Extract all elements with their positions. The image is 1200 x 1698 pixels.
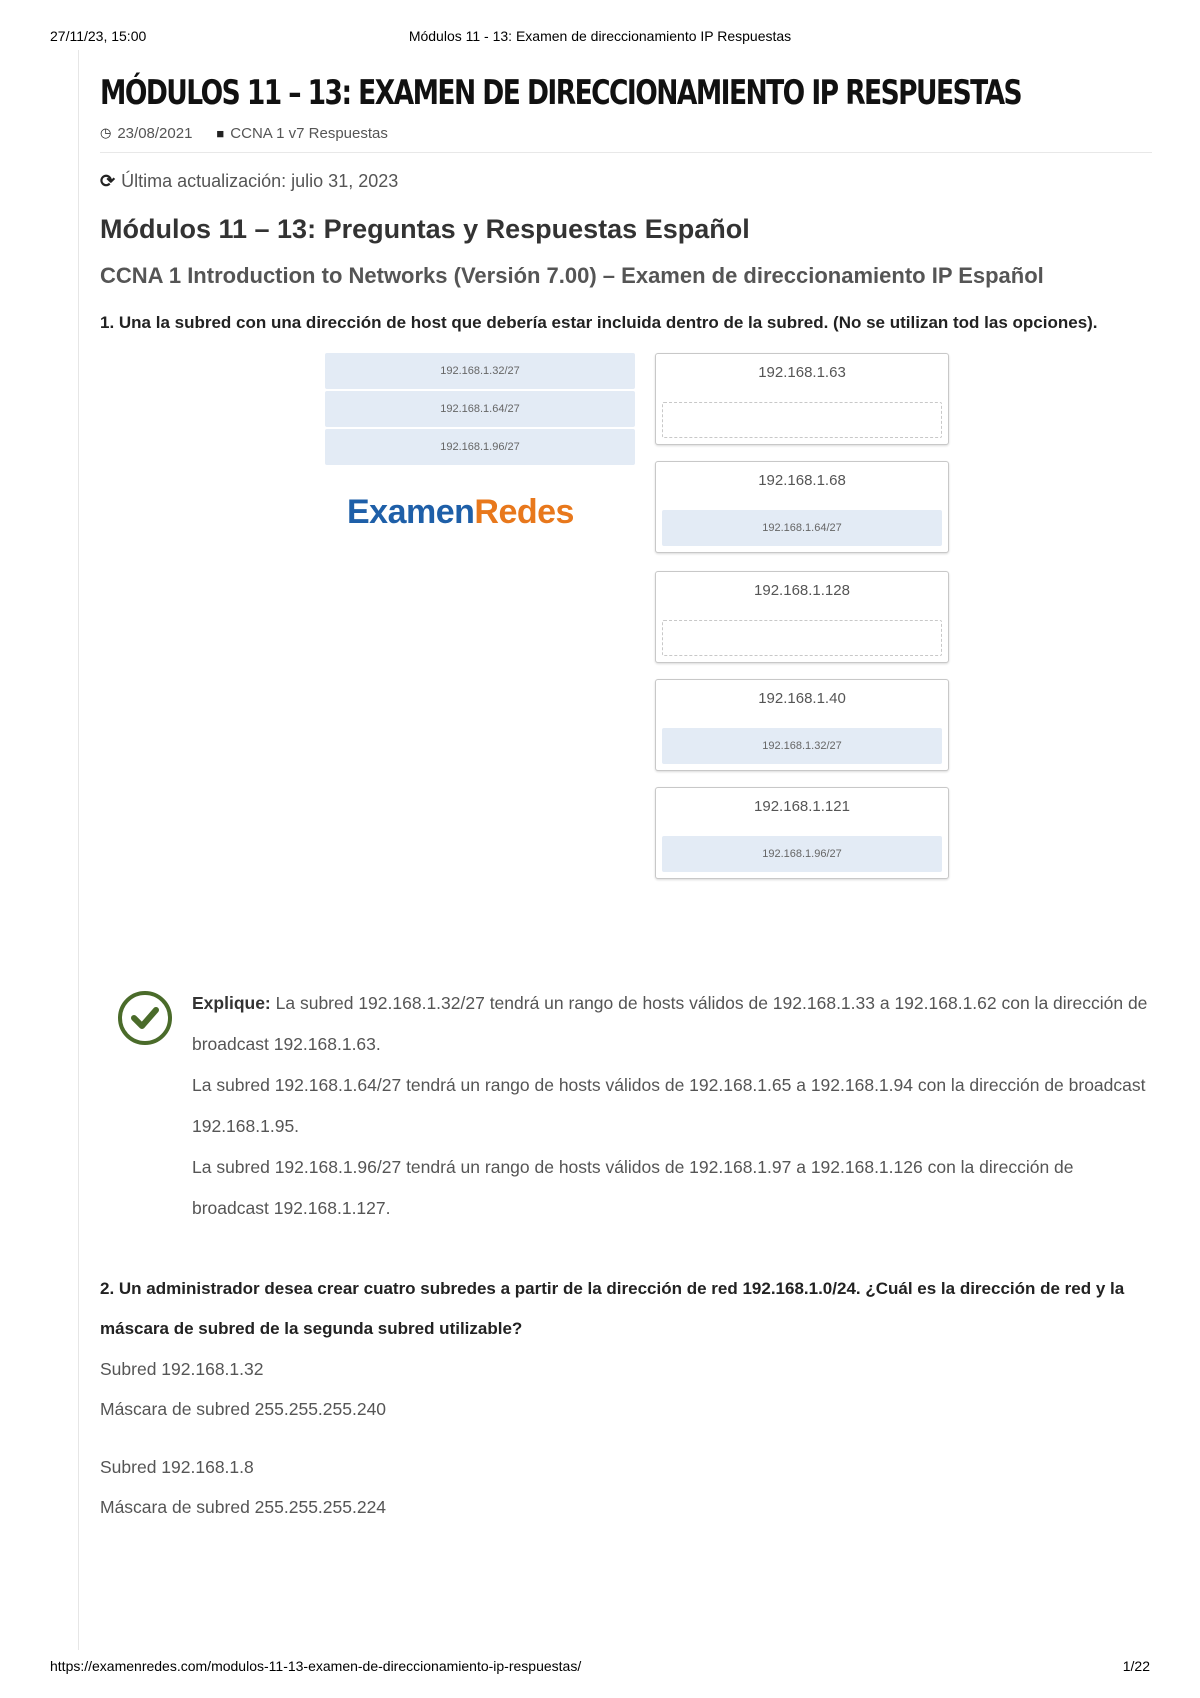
post-category[interactable] <box>216 125 387 142</box>
spacer <box>100 1429 1152 1447</box>
explanation-text: La subred 192.168.1.32/27 tendrá un rango de hosts válidos de 192.168.1.33 a 192.168.1.62 con la dirección de broadcast 192.168.1.63. <box>192 993 1148 1054</box>
target-host: 192.168.1.121 <box>754 798 850 815</box>
folder-icon: ■ <box>216 125 225 141</box>
answer-option <box>100 1447 1152 1527</box>
divider <box>100 152 1152 153</box>
explanation-line-2: La subred 192.168.1.64/27 tendrá un rango de hosts válidos de 192.168.1.65 a 192.168.1.94 con la dirección de broadcast 192.168.1.95. <box>192 1075 1146 1136</box>
answer-mask: Máscara de subred 255.255.255.224 <box>100 1497 387 1517</box>
drop-slot-answer: 192.168.1.64/27 <box>662 510 942 546</box>
post-date <box>100 125 192 142</box>
answer-subnet: Subred 192.168.1.8 <box>100 1457 254 1477</box>
refresh-icon: ⟳ <box>100 171 116 191</box>
source-option: 192.168.1.96/27 <box>325 429 635 465</box>
question-1: 1. Una la subred con una dirección de host que debería estar incluida dentro de la subred. (No se utilizan tod las opciones). <box>100 313 1098 332</box>
explanation <box>118 983 1148 1229</box>
answer-mask: Máscara de subred 255.255.255.240 <box>100 1399 387 1419</box>
drop-slot-answer: 192.168.1.96/27 <box>662 836 942 872</box>
clock-icon: ◷ <box>100 125 112 140</box>
page-url: https://examenredes.com/modulos-11-13-examen-de-direccionamiento-ip-respuestas/ <box>50 1658 582 1674</box>
check-circle-icon <box>118 991 172 1045</box>
explanation-line-1 <box>192 983 1148 1065</box>
article <box>100 72 1152 1527</box>
examenredes-logo <box>347 493 574 532</box>
answer-subnet: Subred 192.168.1.32 <box>100 1359 264 1379</box>
logo-part-1: Examen <box>347 493 475 531</box>
target-host: 192.168.1.40 <box>758 690 846 707</box>
question-1-figure <box>325 353 955 893</box>
source-option: 192.168.1.32/27 <box>325 353 635 389</box>
target-box <box>655 571 949 663</box>
post-date-text: 23/08/2021 <box>117 124 193 142</box>
drop-slot <box>662 620 942 656</box>
target-box <box>655 787 949 879</box>
target-host: 192.168.1.128 <box>754 582 850 599</box>
post-meta <box>100 122 1152 144</box>
explanation-line-3: La subred 192.168.1.96/27 tendrá un rango de hosts válidos de 192.168.1.97 a 192.168.1.126 con la dirección de broadcast 192.168.1.127. <box>192 1157 1074 1218</box>
page-number: 1/22 <box>1122 1658 1150 1674</box>
content-border <box>78 50 79 1650</box>
post-category-text[interactable]: CCNA 1 v7 Respuestas <box>230 124 388 142</box>
last-updated-text: Última actualización: julio 31, 2023 <box>121 171 399 191</box>
post-title: MÓDULOS 11 – 13: EXAMEN DE DIRECCIONAMIENTO IP RESPUESTAS <box>100 73 1022 113</box>
print-title: Módulos 11 - 13: Examen de direccionamiento IP Respuestas <box>408 28 792 44</box>
question-2: 2. Un administrador desea crear cuatro subredes a partir de la dirección de red 192.168.1.0/24. ¿Cuál es la dirección de red y la máscara de subred de la segunda subred utilizable? <box>100 1279 1125 1338</box>
print-date: 27/11/23, 15:00 <box>50 28 147 44</box>
explanation-label: Explique: <box>192 993 271 1013</box>
logo-part-2: Redes <box>474 493 574 531</box>
target-box <box>655 353 949 445</box>
target-host: 192.168.1.68 <box>758 472 846 489</box>
answer-option <box>100 1349 1152 1429</box>
drop-slot <box>662 402 942 438</box>
target-box <box>655 461 949 553</box>
target-box <box>655 679 949 771</box>
print-footer <box>50 1658 1150 1678</box>
section-heading: Módulos 11 – 13: Preguntas y Respuestas Español <box>100 214 750 244</box>
section-subheading: CCNA 1 Introduction to Networks (Versión 7.00) – Examen de direccionamiento IP Español <box>100 263 1044 288</box>
drop-slot-answer: 192.168.1.32/27 <box>662 728 942 764</box>
print-header <box>50 28 1150 48</box>
target-host: 192.168.1.63 <box>758 364 846 381</box>
source-option: 192.168.1.64/27 <box>325 391 635 427</box>
last-updated <box>100 171 1152 192</box>
